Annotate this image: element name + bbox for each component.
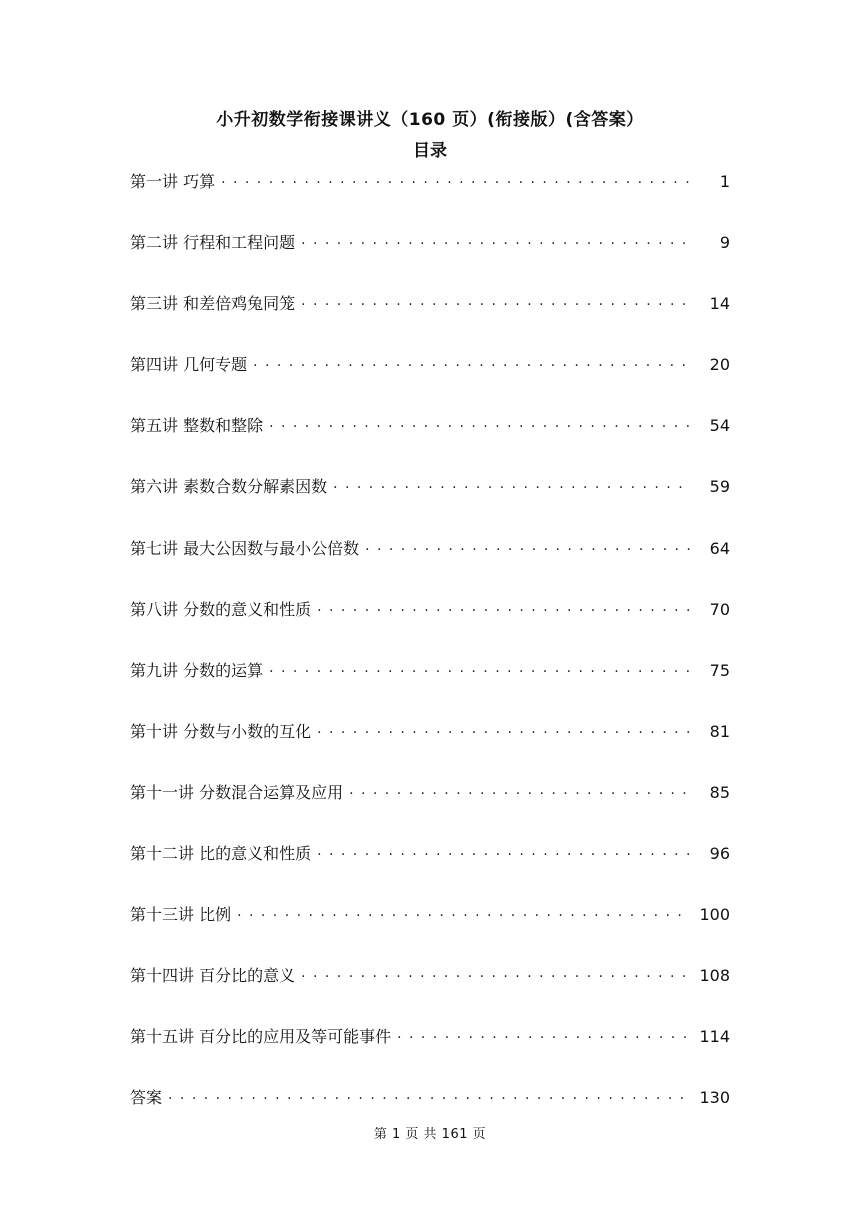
toc-entry-4[interactable] (130, 353, 730, 414)
toc-entry-page: 114 (699, 1027, 730, 1047)
toc-entry-label: 第十四讲 百分比的意义 (130, 966, 296, 986)
toc-entry-6[interactable] (130, 475, 730, 536)
toc-entry-page: 75 (709, 660, 730, 680)
toc-entry-label: 答案 (130, 1088, 163, 1108)
toc-entry-label: 第十二讲 比的意义和性质 (130, 844, 312, 864)
dot-leader (168, 1087, 690, 1111)
toc-entry-page: 81 (709, 721, 730, 741)
toc-entry-3[interactable] (130, 292, 730, 353)
toc-entry-label: 第四讲 几何专题 (130, 355, 248, 375)
toc-entry-5[interactable] (130, 414, 730, 475)
toc-entry-page: 14 (709, 294, 730, 314)
dot-leader (269, 660, 690, 684)
toc-entry-label: 第十三讲 比例 (130, 905, 232, 925)
toc-entry-13[interactable] (130, 903, 730, 964)
toc-entry-7[interactable] (130, 537, 730, 598)
toc-entry-8[interactable] (130, 598, 730, 659)
toc-entry-label: 第十一讲 分数混合运算及应用 (130, 782, 344, 802)
dot-leader (221, 171, 690, 195)
toc-entry-14[interactable] (130, 964, 730, 1025)
dot-leader (301, 965, 690, 989)
toc-entry-page: 96 (709, 844, 730, 864)
toc-entry-page: 59 (709, 477, 730, 497)
toc-entry-12[interactable] (130, 842, 730, 903)
toc-entry-page: 130 (699, 1088, 730, 1108)
toc-entry-page: 108 (699, 966, 730, 986)
toc-entry-page: 1 (719, 172, 730, 191)
document-title: 小升初数学衔接课讲义（160 页）(衔接版）(含答案） (216, 110, 644, 130)
dot-leader (317, 843, 690, 867)
toc-entry-label: 第二讲 行程和工程问题 (130, 233, 296, 253)
toc-entry-page: 54 (709, 416, 730, 436)
toc-entry-page: 85 (709, 782, 730, 802)
toc-entry-label: 第十五讲 百分比的应用及等可能事件 (130, 1027, 392, 1047)
toc-entry-1[interactable] (130, 170, 730, 231)
toc-heading: 目录 (413, 141, 447, 161)
toc-entry-label: 第五讲 整数和整除 (130, 416, 264, 436)
toc-entry-9[interactable] (130, 659, 730, 720)
dot-leader (349, 782, 690, 806)
dot-leader (397, 1026, 690, 1050)
dot-leader (253, 354, 690, 378)
toc-entry-page: 100 (699, 905, 730, 925)
toc-entry-page: 70 (709, 599, 730, 619)
dot-leader (317, 599, 690, 623)
toc-entry-label: 第一讲 巧算 (130, 172, 216, 191)
toc-entry-page: 64 (709, 538, 730, 558)
toc-entry-15[interactable] (130, 1025, 730, 1086)
dot-leader (317, 721, 690, 745)
dot-leader (365, 538, 690, 562)
dot-leader (333, 476, 690, 500)
toc-entry-label: 第八讲 分数的意义和性质 (130, 599, 312, 619)
toc-entry-label: 第三讲 和差倍鸡兔同笼 (130, 294, 296, 314)
toc-entry-page: 20 (709, 355, 730, 375)
dot-leader (269, 415, 690, 439)
toc-entry-10[interactable] (130, 720, 730, 781)
page-footer: 第 1 页 共 161 页 (373, 1127, 487, 1142)
dot-leader (301, 293, 690, 317)
toc-entry-page: 9 (719, 233, 730, 253)
dot-leader (237, 904, 690, 928)
dot-leader (301, 232, 690, 256)
table-of-contents (130, 170, 730, 1148)
toc-entry-11[interactable] (130, 781, 730, 842)
toc-entry-label: 第九讲 分数的运算 (130, 660, 264, 680)
toc-entry-label: 第七讲 最大公因数与最小公倍数 (130, 538, 360, 558)
toc-entry-2[interactable] (130, 231, 730, 292)
toc-entry-label: 第十讲 分数与小数的互化 (130, 721, 312, 741)
toc-entry-label: 第六讲 素数合数分解素因数 (130, 477, 328, 497)
